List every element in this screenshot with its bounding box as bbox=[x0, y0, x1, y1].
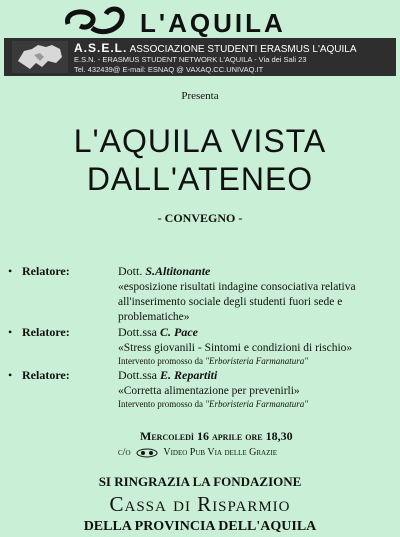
venue-prefix: c/o bbox=[118, 447, 131, 458]
esn-line: E.S.N. - ERASMUS STUDENT NETWORK L'AQUILA - Via dei Sali 23 bbox=[74, 55, 307, 64]
sponsor-prefix: Intervento promosso da bbox=[118, 399, 203, 409]
title-line-2: DALL'ATENEO bbox=[86, 161, 314, 197]
logo-text: L'AQUILA bbox=[140, 8, 286, 38]
desc-line: «esposizione risultati indagine consociativa relativa bbox=[118, 281, 356, 293]
speaker-title: Dott.ssa bbox=[118, 368, 157, 382]
contact-line: Tel. 432439@ E-mail: ESNAQ @ VAXAQ.CC.UNIVAQ.IT bbox=[74, 65, 264, 74]
bullet-icon: • bbox=[8, 325, 13, 339]
event-subtitle: - CONVEGNO - bbox=[157, 211, 243, 225]
event-date: Mercoledì 16 aprile ore 18,30 bbox=[140, 429, 293, 443]
bullet-icon: • bbox=[8, 368, 13, 382]
speaker-label: Relatore: bbox=[22, 325, 70, 339]
association-full-name: ASSOCIAZIONE STUDENTI ERASMUS L'AQUILA bbox=[129, 44, 357, 55]
sponsor-name: "Erboristeria Farmanatura" bbox=[205, 399, 309, 409]
europe-map-icon bbox=[12, 41, 68, 73]
speaker-3 bbox=[118, 368, 217, 383]
talk-description-3 bbox=[118, 384, 300, 399]
province-line: DELLA PROVINCIA DELL'AQUILA bbox=[83, 519, 317, 534]
desc-line: all'inserimento sociale degli studenti fuori sede e bbox=[118, 296, 343, 308]
foundation-name: Cassa di Risparmio bbox=[109, 492, 291, 516]
sponsor-name: "Erboristeria Farmanatura" bbox=[205, 356, 309, 366]
bullet-icon: • bbox=[8, 264, 13, 278]
speaker-2 bbox=[118, 325, 198, 340]
association-abbr: A.S.E.L. bbox=[74, 41, 128, 55]
logo-swirl-icon bbox=[62, 6, 132, 36]
presenta-text: Presenta bbox=[181, 90, 219, 102]
desc-line: «Stress giovanili - Sintomi e condizioni di rischio» bbox=[118, 342, 353, 354]
logo-row bbox=[0, 2, 400, 38]
sponsor-line-2 bbox=[118, 356, 308, 366]
sponsor-prefix: Intervento promosso da bbox=[118, 356, 203, 366]
talk-description-1 bbox=[118, 280, 356, 325]
thanks-line: SI RINGRAZIA LA FONDAZIONE bbox=[98, 474, 302, 489]
speaker-title: Dott.ssa bbox=[118, 325, 157, 339]
desc-line: «Corretta alimentazione per prevenirli» bbox=[118, 385, 300, 397]
event-title bbox=[0, 122, 400, 198]
association-name bbox=[74, 41, 357, 55]
header-band bbox=[4, 38, 396, 76]
sponsor-line-3 bbox=[118, 399, 308, 409]
title-line-1: L'AQUILA VISTA bbox=[73, 123, 327, 159]
speaker-label: Relatore: bbox=[22, 368, 70, 382]
desc-line: problematiche» bbox=[118, 311, 190, 323]
event-venue bbox=[118, 447, 277, 458]
venue-logo-icon bbox=[136, 448, 158, 458]
speaker-name: E. Repartiti bbox=[160, 368, 218, 382]
talk-description-2 bbox=[118, 341, 352, 356]
speaker-title: Dott. bbox=[118, 264, 143, 278]
venue-name: Video Pub Via delle Grazie bbox=[163, 447, 277, 458]
speaker-label: Relatore: bbox=[22, 264, 70, 278]
speaker-name: S.Altitonante bbox=[145, 264, 211, 278]
speaker-1 bbox=[118, 264, 210, 279]
speaker-name: C. Pace bbox=[160, 325, 198, 339]
